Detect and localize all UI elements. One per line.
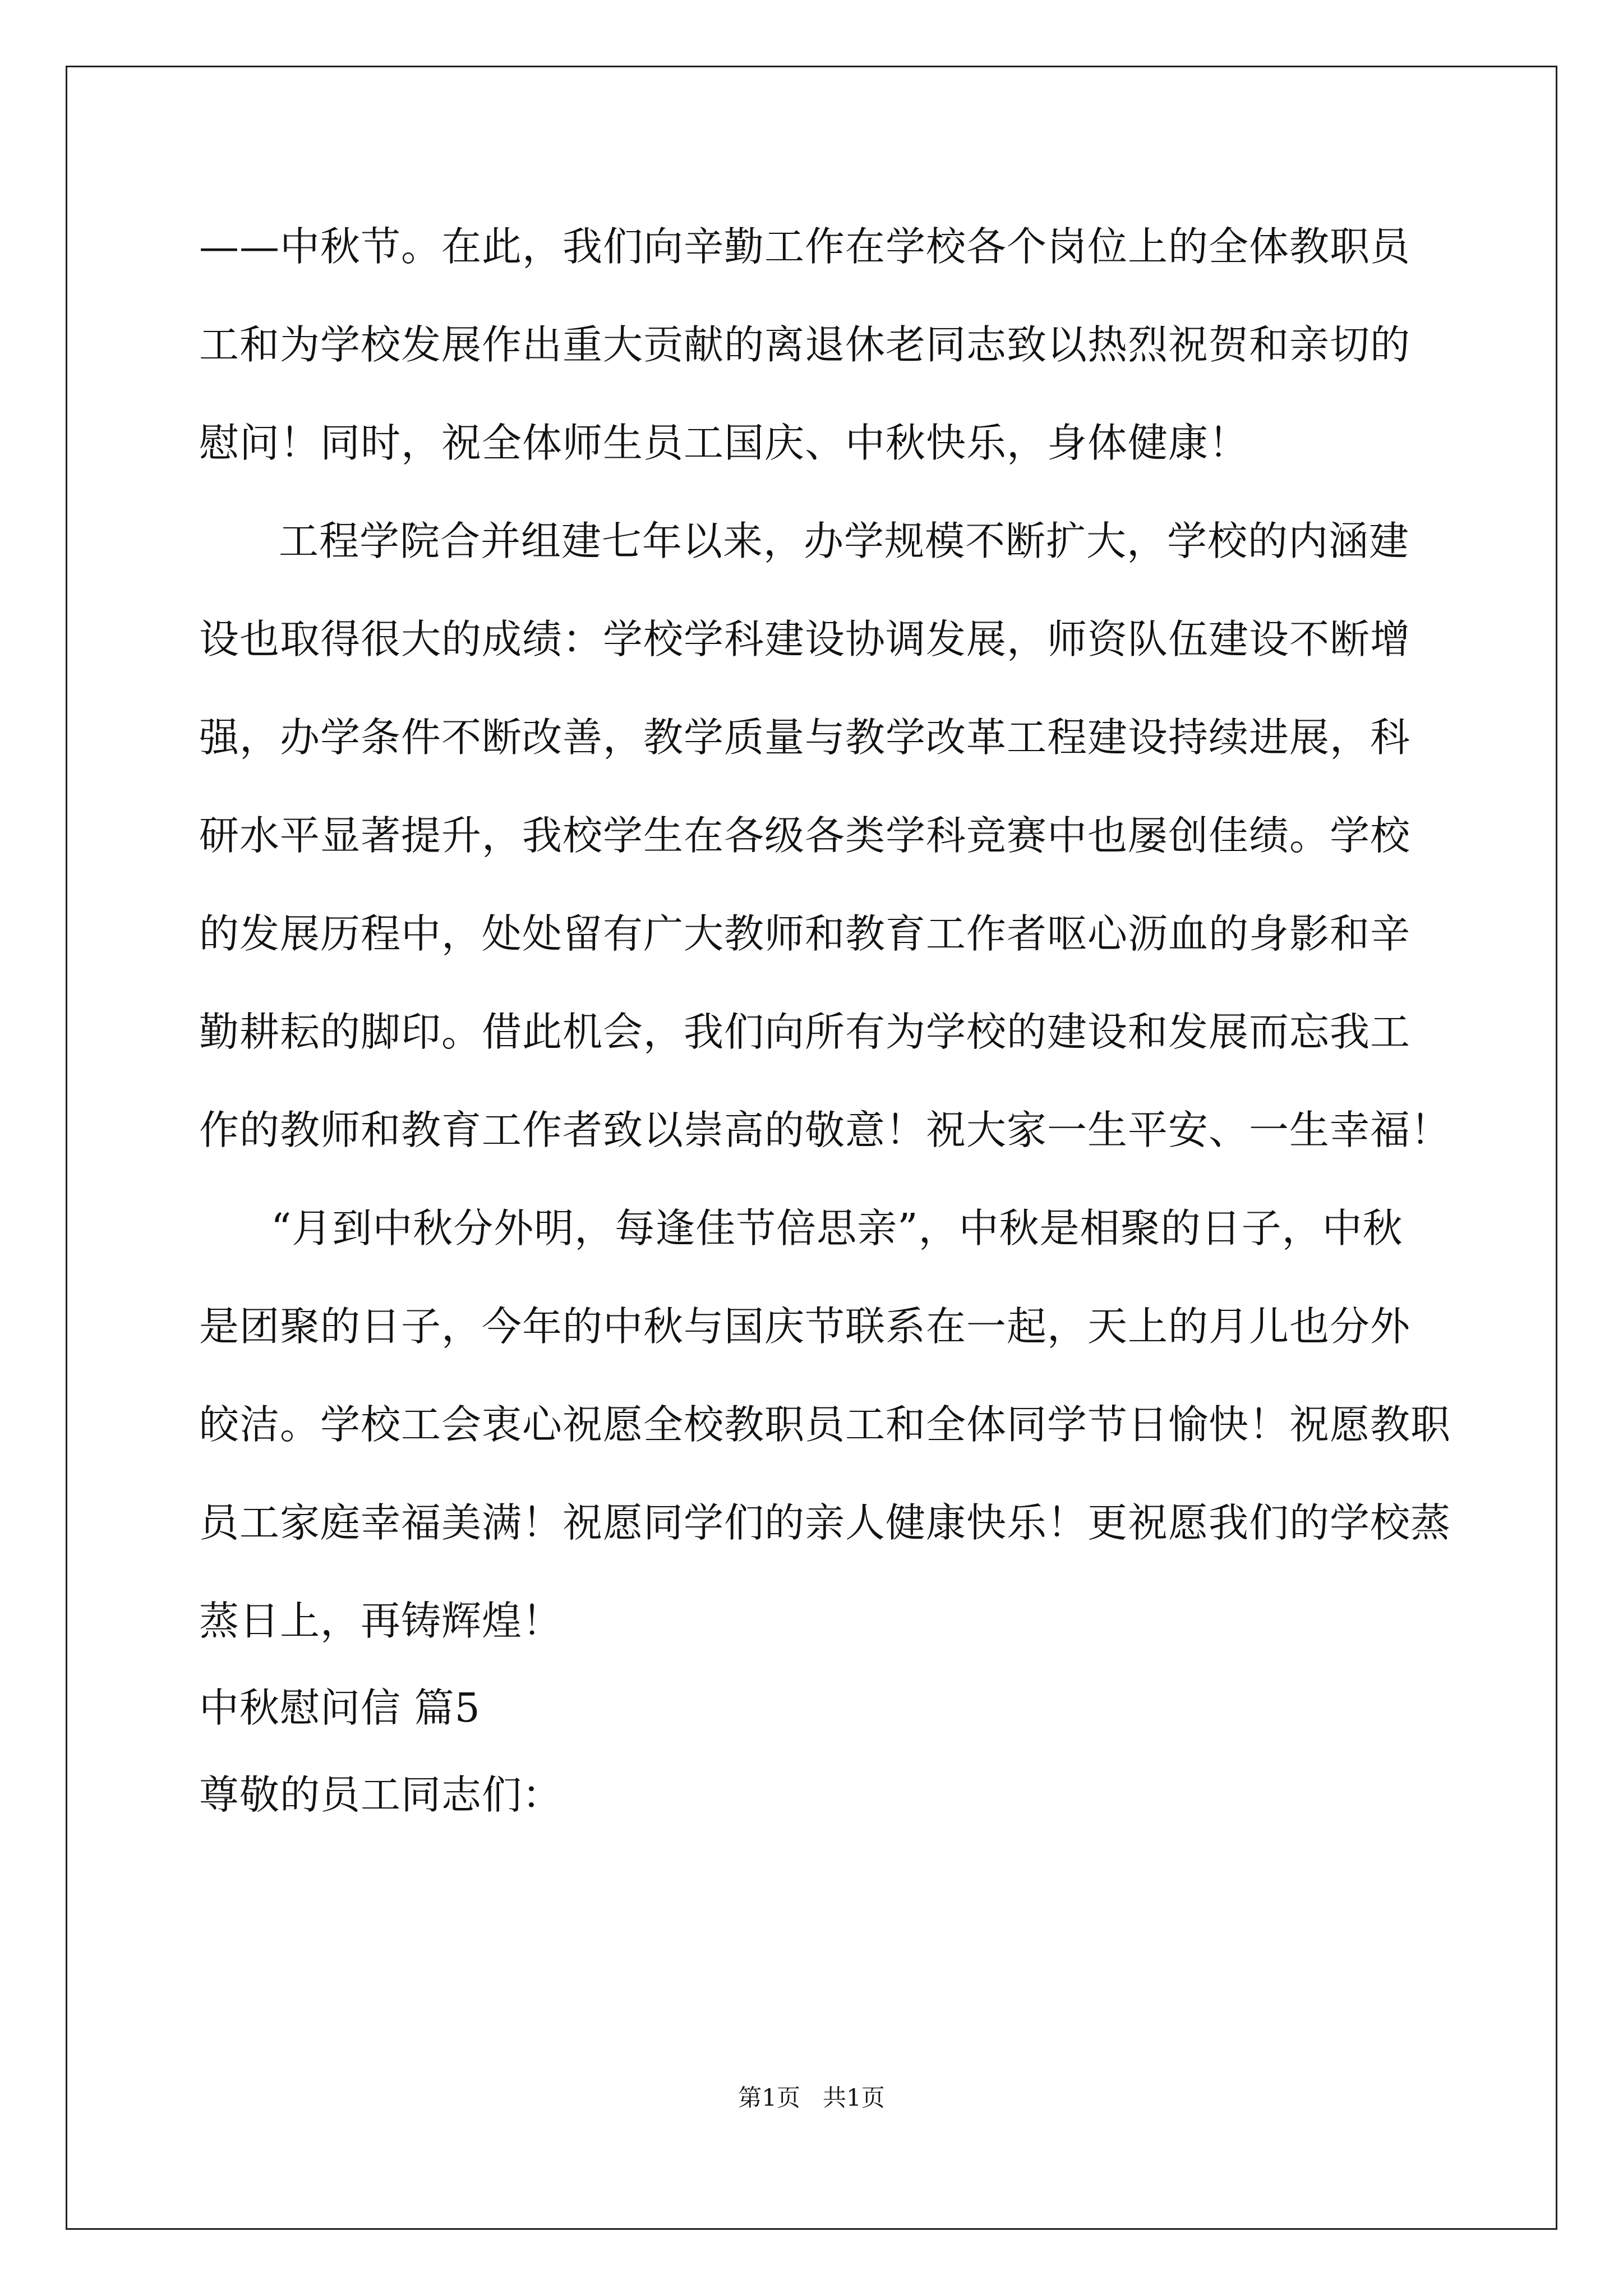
text-line: 工和为学校发展作出重大贡献的离退休老同志致以热烈祝贺和亲切的: [199, 321, 1411, 368]
paragraph-3: [199, 1200, 1451, 1680]
text-line: 工程学院合并组建七年以来，办学规模不断扩大，学校的内涵建: [279, 518, 1410, 564]
text-line: 慰问！同时，祝全体师生员工国庆、中秋快乐，身体健康！: [199, 420, 1249, 466]
salutation: 尊敬的员工同志们：: [199, 1772, 563, 1818]
text-line: 的发展历程中，处处留有广大教师和教育工作者呕心沥血的身影和辛: [199, 910, 1411, 957]
page-number-footer: 第1页 共1页: [738, 2084, 885, 2111]
text-line: 员工家庭幸福美满！祝愿同学们的亲人健康快乐！更祝愿我们的学校蒸: [199, 1499, 1451, 1546]
text-line: 蒸日上，再铸辉煌！: [199, 1598, 563, 1644]
paragraph-1: [199, 219, 1433, 513]
text-line: 作的教师和教育工作者致以崇高的敬意！祝大家一生平安、一生幸福！: [199, 1107, 1451, 1153]
text-line: “月到中秋分外明，每逢佳节倍思亲”，中秋是相聚的日子，中秋: [271, 1205, 1403, 1251]
text-line: ——中秋节。在此，我们向辛勤工作在学校各个岗位上的全体教职员: [199, 223, 1411, 270]
text-line: 是团聚的日子，今年的中秋与国庆节联系在一起，天上的月儿也分外: [199, 1303, 1411, 1350]
text-line: 设也取得很大的成绩：学校学科建设协调发展，师资队伍建设不断增: [199, 616, 1411, 662]
section-heading: 中秋慰问信 篇5: [199, 1685, 481, 1731]
text-line: 研水平显著提升，我校学生在各级各类学科竞赛中也屡创佳绩。学校: [199, 812, 1411, 859]
paragraph-2: [199, 513, 1451, 1200]
text-line: 强，办学条件不断改善，教学质量与教学改革工程建设持续进展，科: [199, 714, 1411, 761]
text-line: 勤耕耘的脚印。借此机会，我们向所有为学校的建设和发展而忘我工: [199, 1009, 1411, 1055]
text-line: 皎洁。学校工会衷心祝愿全校教职员工和全体同学节日愉快！祝愿教职: [199, 1401, 1451, 1448]
document-body: [199, 219, 1451, 1865]
